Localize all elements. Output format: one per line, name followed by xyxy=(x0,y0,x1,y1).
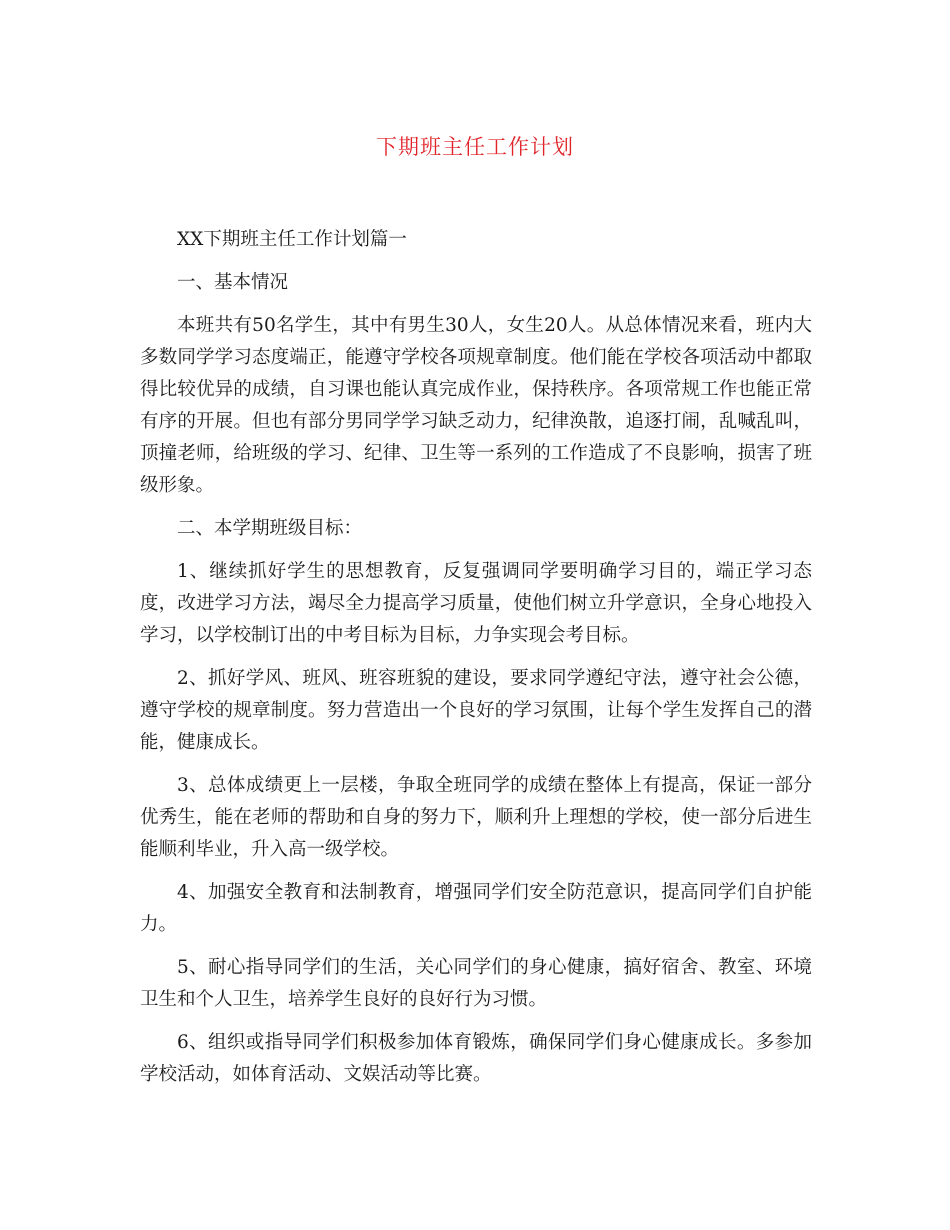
document-body xyxy=(140,224,812,1102)
subheading-class-goals: 二、本学期班级目标： xyxy=(177,518,363,539)
section-heading: XX下期班主任工作计划篇一 xyxy=(177,229,407,250)
goal-item-1: 1、继续抓好学生的思想教育，反复强调同学要明确学习目的，端正学习态度，改进学习方法，竭尽全力提高学习质量，使他们树立升学意识，全身心地投入学习，以学校制订出的中考目标为目标，力争实现会考目标。 xyxy=(140,561,812,646)
goal-item-2: 2、抓好学风、班风、班容班貌的建设，要求同学遵纪守法，遵守社会公德，遵守学校的规章制度。努力营造出一个良好的学习氛围，让每个学生发挥自己的潜能，健康成长。 xyxy=(140,668,812,753)
paragraph-basic-situation: 本班共有50名学生，其中有男生30人，女生20人。从总体情况来看，班内大多数同学学习态度端正，能遵守学校各项规章制度。他们能在学校各项活动中都取得比较优异的成绩，自习课也能认真完成作业，保持秩序。各项常规工作也能正常有序的开展。但也有部分男同学学习缺乏动力，纪律涣散，追逐打闹，乱喊乱叫，顶撞老师，给班级的学习、纪律、卫生等一系列的工作造成了不良影响，损害了班级形象。 xyxy=(140,315,812,496)
document-title: 下期班主任工作计划 xyxy=(376,135,574,159)
goal-item-4: 4、加强安全教育和法制教育，增强同学们安全防范意识，提高同学们自护能力。 xyxy=(140,882,812,935)
goal-item-5: 5、耐心指导同学们的生活，关心同学们的身心健康，搞好宿舍、教室、环境卫生和个人卫生，培养学生良好的良好行为习惯。 xyxy=(140,957,812,1010)
goal-item-3: 3、总体成绩更上一层楼，争取全班同学的成绩在整体上有提高，保证一部分优秀生，能在老师的帮助和自身的努力下，顺利升上理想的学校，使一部分后进生能顺利毕业，升入高一级学校。 xyxy=(140,775,812,860)
goal-item-6: 6、组织或指导同学们积极参加体育锻炼，确保同学们身心健康成长。多参加学校活动，如体育活动、文娱活动等比赛。 xyxy=(140,1032,812,1085)
subheading-basic-situation: 一、基本情况 xyxy=(177,272,289,293)
